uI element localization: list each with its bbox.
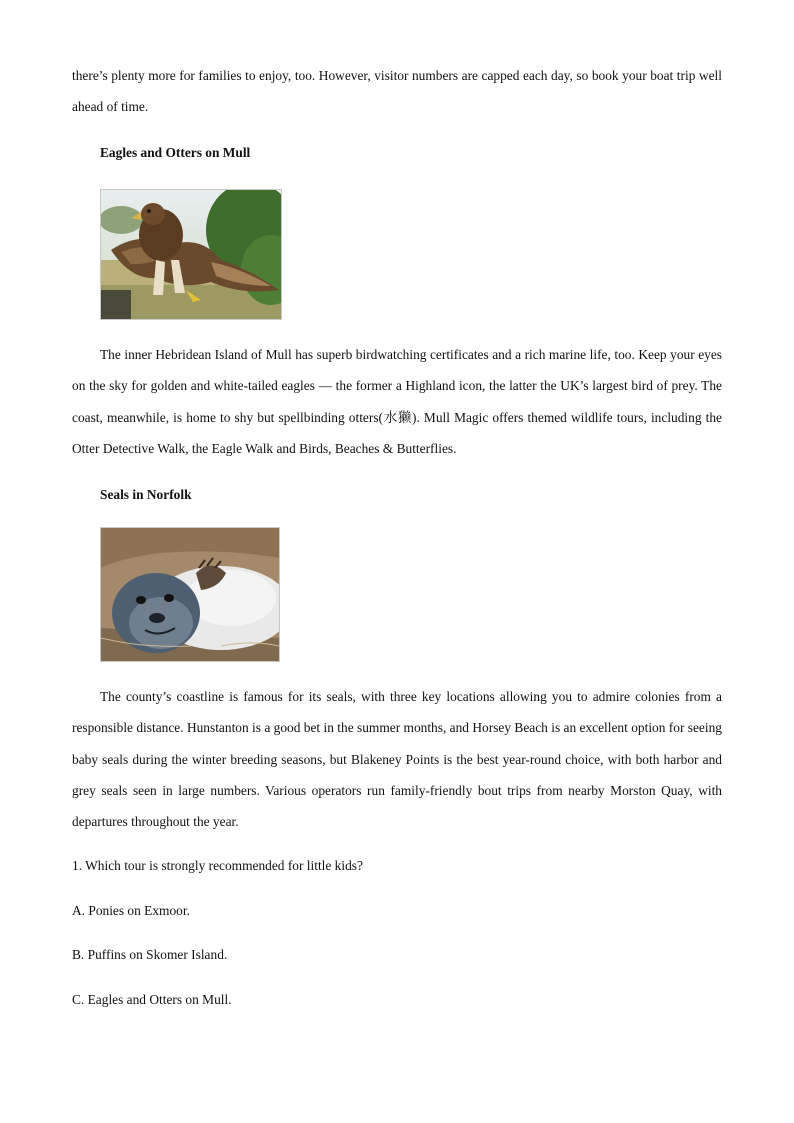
eagle-icon [101, 190, 281, 319]
intro-paragraph: there’s plenty more for families to enjoy, too. However, visitor numbers are capped each day, so book your boat trip well ahead of time. [72, 68, 722, 115]
norfolk-paragraph: The county’s coastline is famous for its seals, with three key locations allowing you to admire colonies from a responsible distance. Hunstanton is a good bet in the summer months, and Horsey Beach is an excellent option for seeing baby seals during the winter breeding seasons, but Blakeney Points is the best year-round choice, with both harbor and grey seals seen in large numbers. Various operators run family-friendly bout trips from nearby Morston Quay, with departures throughout the year. [72, 689, 722, 830]
section-heading-norfolk: Seals in Norfolk [100, 487, 192, 502]
seal-photo [100, 527, 280, 662]
question-text: 1. Which tour is strongly recommended for little kids? [72, 858, 363, 873]
question-option-b: B. Puffins on Skomer Island. [72, 947, 228, 962]
seal-icon [101, 528, 279, 661]
mull-paragraph: The inner Hebridean Island of Mull has superb birdwatching certificates and a rich marine life, too. Keep your eyes on the sky for golden and white-tailed eagles — the former a Highland icon, the latter the UK’s largest bird of prey. The coast, meanwhile, is home to shy but spellbinding otters(水獭). Mull Magic offers themed wildlife tours, including the Otter Detective Walk, the Eagle Walk and Birds, Beaches & Butterflies. [72, 347, 722, 456]
section-heading-mull: Eagles and Otters on Mull [100, 145, 251, 160]
question-option-a: A. Ponies on Exmoor. [72, 903, 190, 918]
question-option-c: C. Eagles and Otters on Mull. [72, 992, 232, 1007]
eagle-photo [100, 189, 282, 320]
